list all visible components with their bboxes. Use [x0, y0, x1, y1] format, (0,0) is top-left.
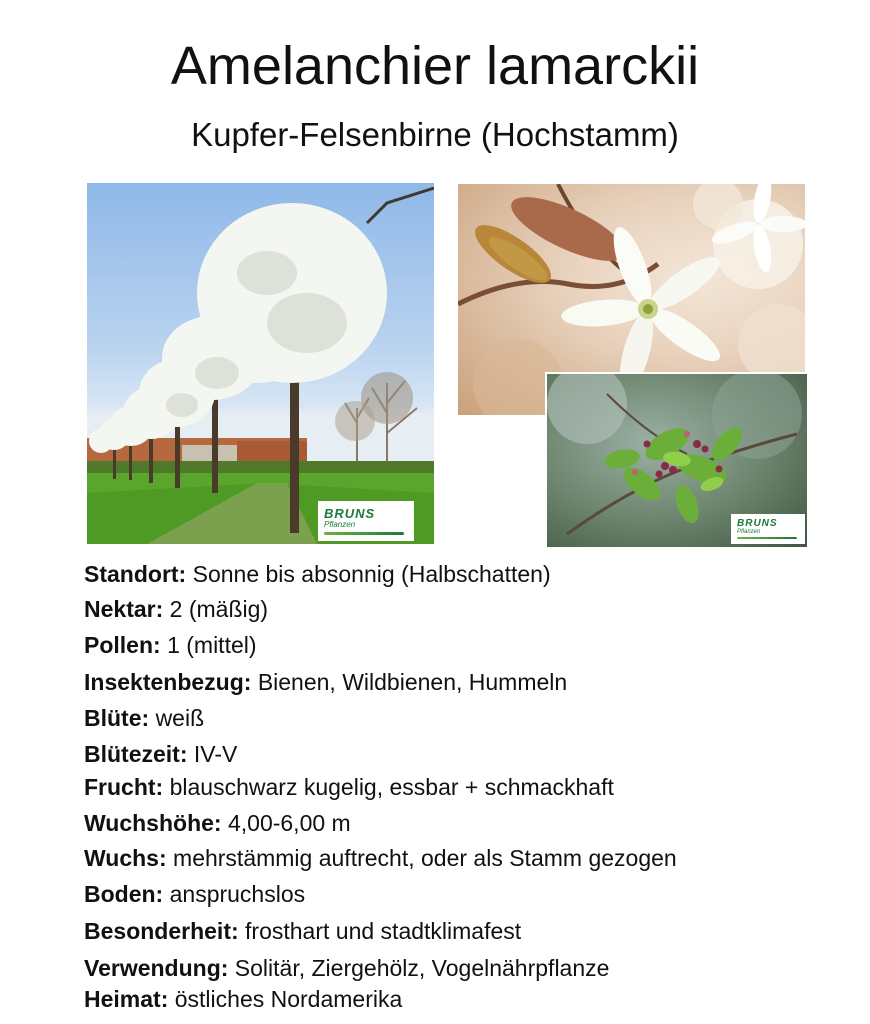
fact-value: Bienen, Wildbienen, Hummeln — [257, 669, 568, 695]
fact-label: Pollen: — [84, 632, 161, 658]
logo-sub: Pflanzen — [324, 520, 356, 529]
fact-value: Solitär, Ziergehölz, Vogelnährpflanze — [234, 955, 610, 981]
bruns-logo — [318, 501, 414, 541]
fact-verwendung — [84, 954, 609, 982]
fact-pollen — [84, 631, 257, 659]
fact-label: Blüte: — [84, 705, 150, 731]
fact-besonderheit — [84, 917, 521, 945]
fact-label: Frucht: — [84, 774, 164, 800]
fact-value: 4,00-6,00 m — [227, 810, 351, 836]
fact-label: Standort: — [84, 561, 187, 587]
fact-wuchshoehe — [84, 809, 351, 837]
fact-label: Blütezeit: — [84, 741, 188, 767]
fact-insektenbezug — [84, 668, 567, 696]
fact-frucht — [84, 773, 614, 801]
fact-label: Nektar: — [84, 596, 164, 622]
fact-label: Wuchs: — [84, 845, 167, 871]
fact-bluetezeit — [84, 740, 237, 768]
fact-label: Verwendung: — [84, 955, 229, 981]
fact-label: Wuchshöhe: — [84, 810, 222, 836]
fact-value: Sonne bis absonnig (Halbschatten) — [192, 561, 551, 587]
fact-standort — [84, 560, 551, 588]
fact-wuchs — [84, 844, 677, 872]
logo-brand: BRUNS — [737, 518, 778, 529]
fact-boden — [84, 880, 305, 908]
logo-brand: BRUNS — [324, 506, 376, 521]
fact-value: blauschwarz kugelig, essbar + schmackhaft — [169, 774, 614, 800]
page-subtitle: Kupfer-Felsenbirne (Hochstamm) — [191, 116, 679, 153]
fact-label: Insektenbezug: — [84, 669, 252, 695]
fact-nektar — [84, 595, 268, 623]
fact-value: frosthart und stadtklimafest — [245, 918, 522, 944]
bruns-logo-small — [731, 514, 805, 544]
fact-label: Boden: — [84, 881, 164, 907]
fact-label: Heimat: — [84, 986, 169, 1012]
fact-value: weiß — [155, 705, 205, 731]
logo-swoosh — [737, 537, 797, 539]
fact-bluete — [84, 704, 204, 732]
fact-label: Besonderheit: — [84, 918, 239, 944]
logo-sub: Pflanzen — [737, 529, 761, 535]
fact-value: anspruchslos — [169, 881, 306, 907]
fact-value: 1 (mittel) — [167, 632, 257, 658]
fact-value: östliches Nordamerika — [174, 986, 403, 1012]
fact-value: IV-V — [193, 741, 238, 767]
fact-heimat — [84, 985, 402, 1013]
tree-avenue-photo — [87, 183, 434, 544]
logo-swoosh — [324, 532, 404, 535]
fact-value: 2 (mäßig) — [169, 596, 269, 622]
fact-value: mehrstämmig auftrecht, oder als Stamm gezogen — [173, 845, 677, 871]
page-title: Amelanchier lamarckii — [170, 36, 700, 96]
